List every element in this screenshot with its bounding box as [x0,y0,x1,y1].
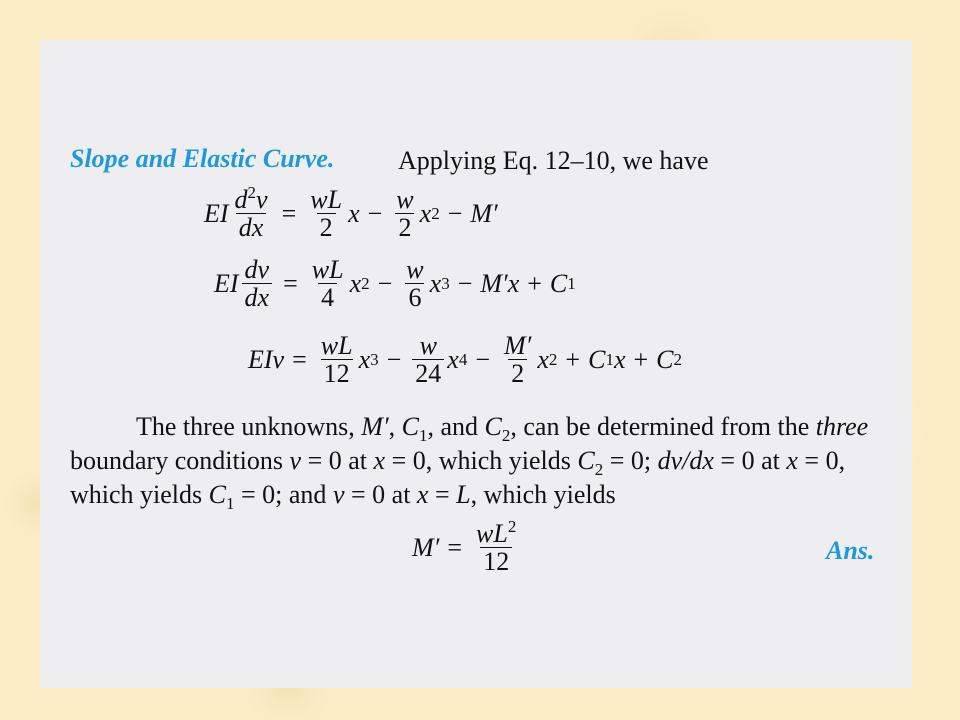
eq4-lhs: M′ [412,532,440,562]
intro-text: Applying Eq. 12–10, we have [398,146,709,175]
eq2-lhs: EI [214,268,239,298]
boundary-conditions-paragraph: The three unknowns, M′, $C_1$, and $C_2$, can be determined from the three boundary conditions v = 0 at x = 0, which yields $C_2 = 0$; dv/dx = 0 at x = 0, which yields $C_1 = 0$; and v = 0 at x = L, which yields [70,412,869,513]
eq4-fraction: $\frac{wL^2}{12}$ [476,517,517,577]
eq3-term1: $\frac{wL}{12}$ [320,331,353,389]
section-heading: Slope and Elastic Curve. [70,144,335,173]
eq1-lhs: EI [204,198,229,228]
content-panel [40,40,912,688]
equation-elastic-curve: EIv = $\frac{wL}{12}$ x 3 − $\frac{w}{24}$ x 4 − $\frac{M'}{2}$ x 2 + C 1 x + C 2 [248,331,682,389]
eq1-term2: $\frac{w}{2}$ [396,185,414,243]
eq2-derivative: $\frac{dv}{dx}$ [242,256,273,312]
answer-label: Ans. [826,536,875,565]
eq1-derivative: $\frac{d^2v}{dx}$ [234,183,268,243]
eq3-term2: $\frac{w}{24}$ [412,332,444,388]
eq3-term3: $\frac{M'}{2}$ [504,331,532,389]
eq3-lhs: EIv [248,344,285,374]
eq1-term1: $\frac{wL}{2}$ [310,185,343,243]
equation-result: M′ = $\frac{wL^2}{12}$ [412,520,522,576]
eq2-term2: $\frac{w}{6}$ [406,255,424,313]
equation-slope: EI $\frac{dv}{dx}$ = $\frac{wL}{4}$ x 2 − $\frac{w}{6}$ x 3 − M′x + C 1 [214,255,576,313]
equation-moment: EI $\frac{d^2v}{dx}$ = $\frac{wL}{2}$ x − $\frac{w}{2}$ x 2 − M′ [204,183,498,243]
eq2-term1: $\frac{wL}{4}$ [311,255,344,313]
